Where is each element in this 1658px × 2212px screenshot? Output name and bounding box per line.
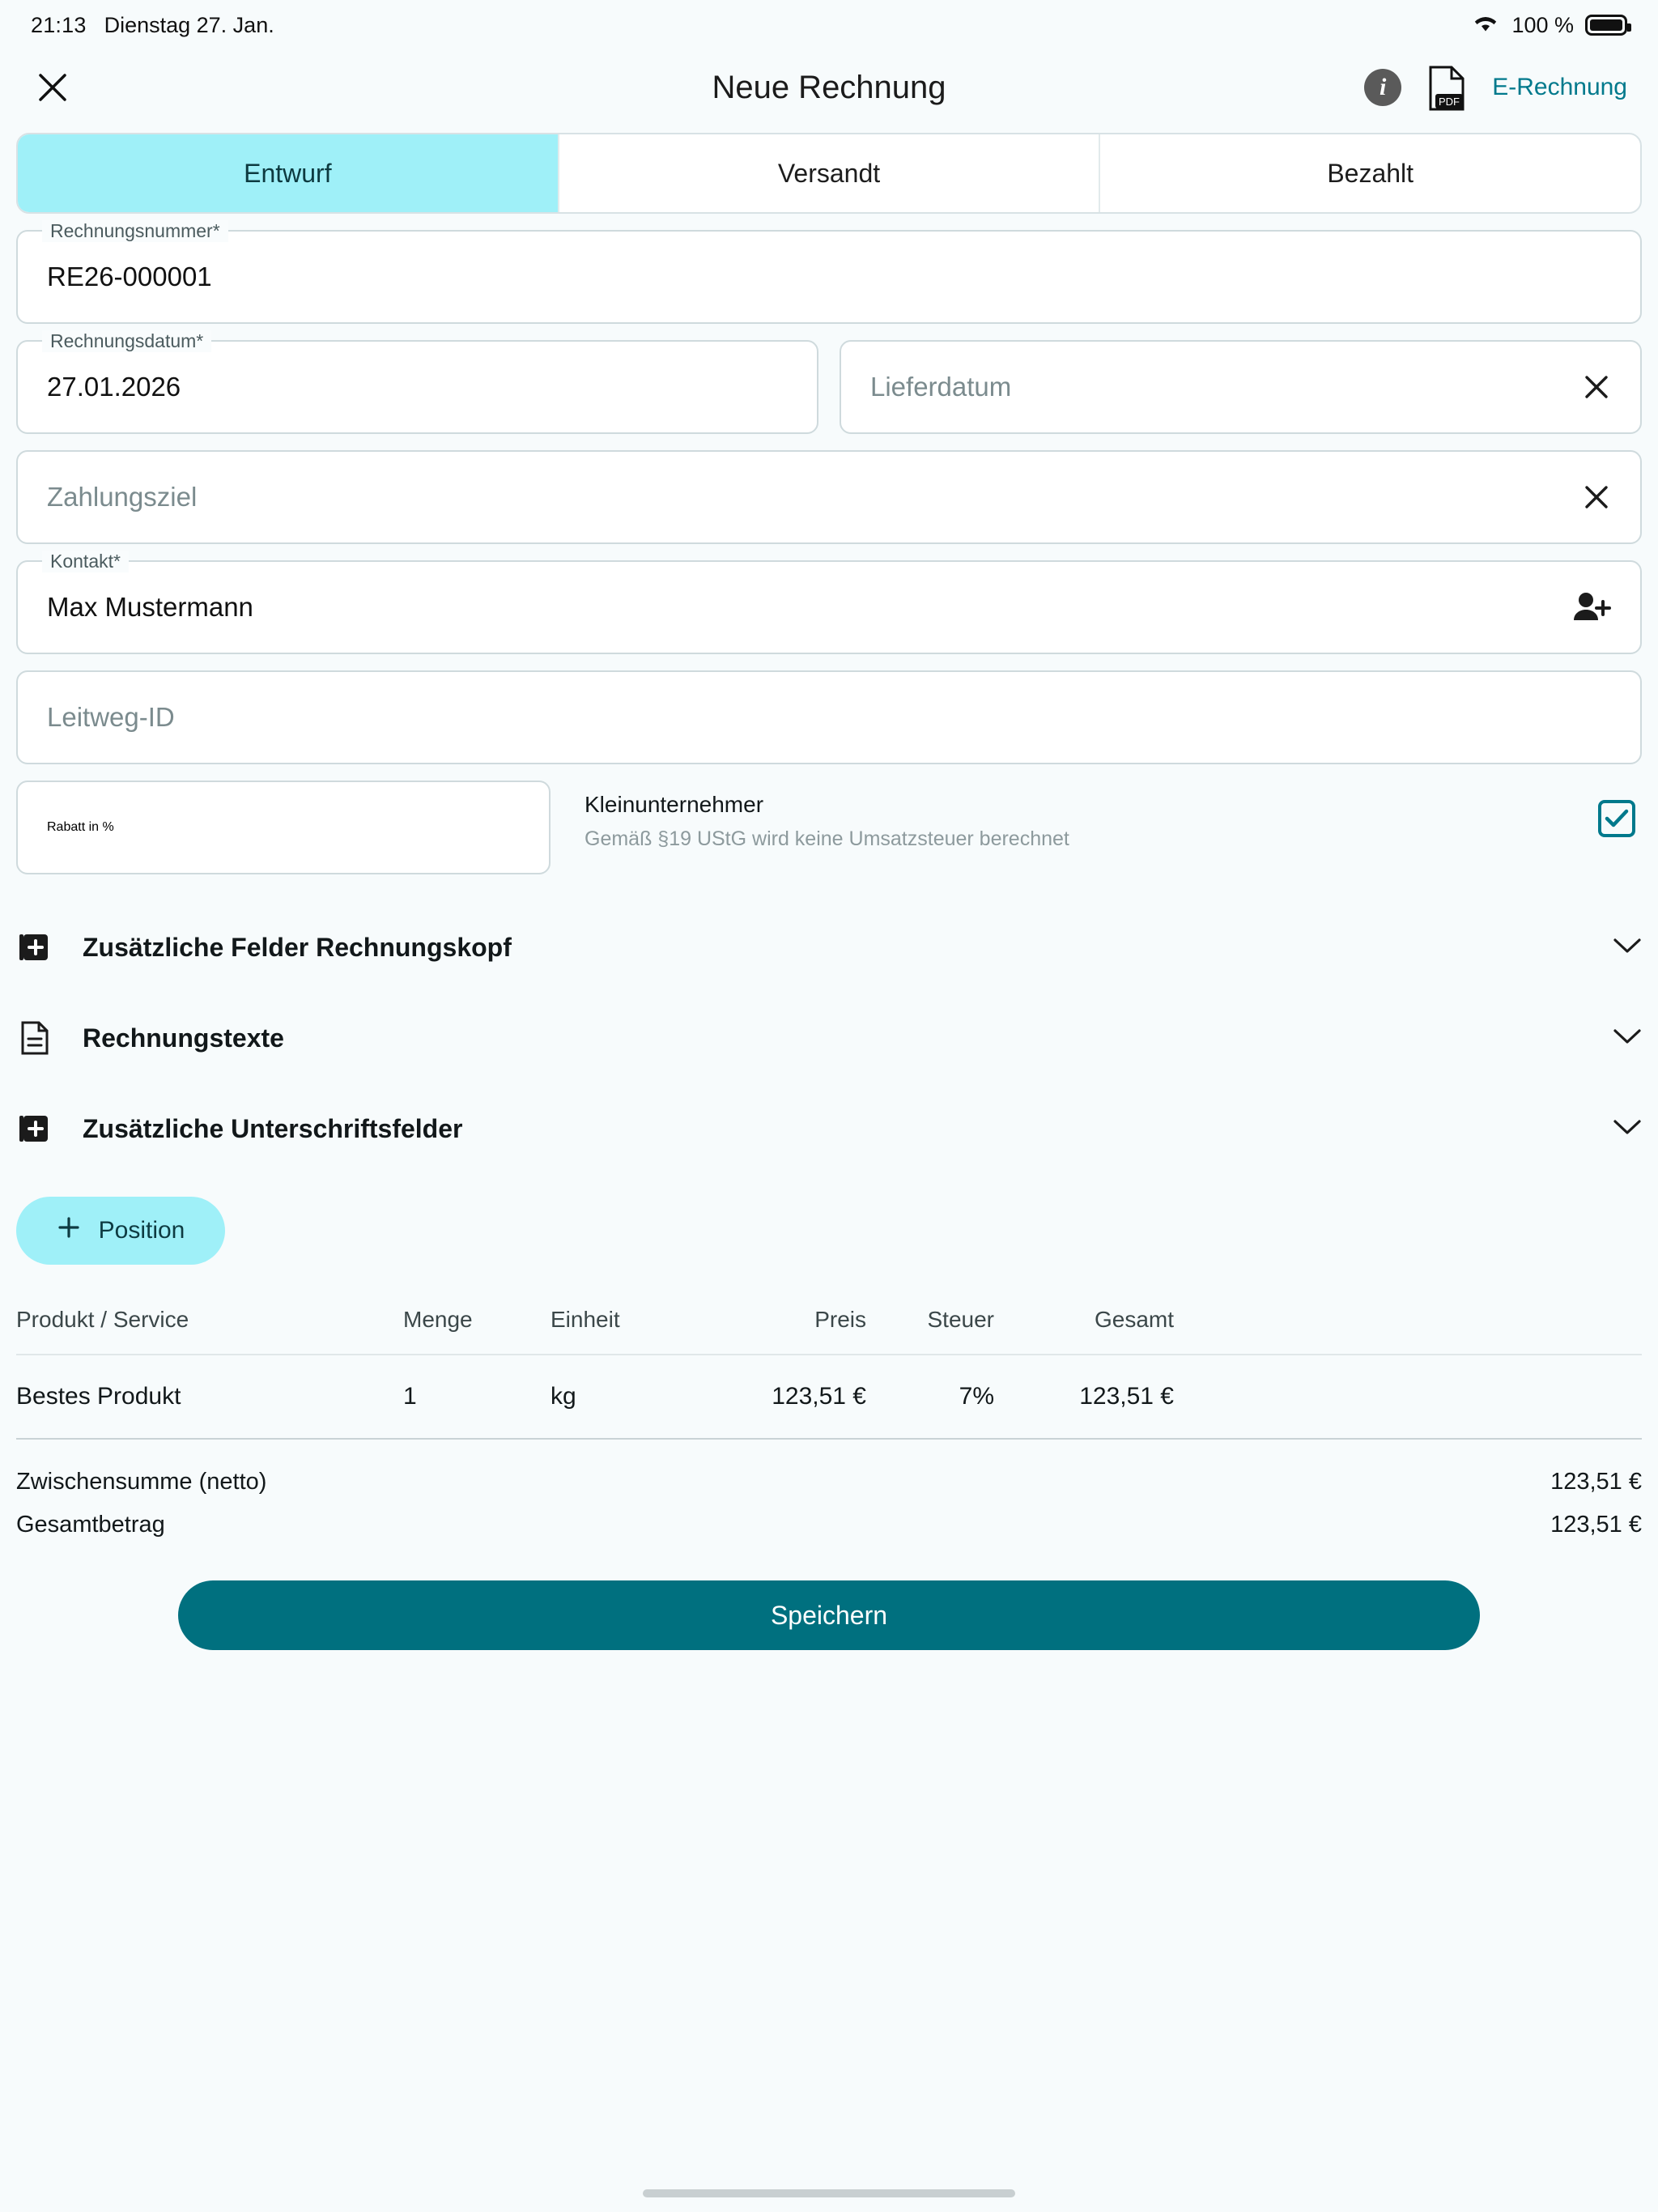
date-row (16, 324, 1642, 434)
status-date: Dienstag 27. Jan. (104, 12, 274, 37)
clear-icon[interactable] (1582, 483, 1611, 512)
column-header-tax: Steuer (927, 1307, 994, 1332)
total-grand (16, 1504, 1642, 1546)
chevron-down-icon[interactable] (1613, 1118, 1642, 1140)
payment-term-placeholder: Zahlungsziel (47, 482, 198, 512)
discount-field[interactable] (16, 781, 551, 874)
delivery-date-placeholder: Lieferdatum (870, 372, 1012, 402)
navigation-bar (0, 50, 1658, 125)
add-position-label: Position (98, 1217, 185, 1244)
items-table (16, 1307, 1642, 1438)
invoice-date-field[interactable] (16, 330, 818, 434)
add-box-icon (16, 931, 53, 963)
section-rechnungstexte[interactable] (16, 993, 1642, 1083)
total-subtotal-value: 123,51 € (1550, 1469, 1642, 1495)
save-button[interactable]: Speichern (178, 1580, 1480, 1650)
small-business-checkbox[interactable] (1598, 800, 1635, 837)
invoice-number-label: Rechnungsnummer* (42, 220, 228, 242)
page-title: Neue Rechnung (712, 69, 946, 105)
invoice-date-value: 27.01.2026 (47, 372, 181, 402)
total-grand-label: Gesamtbetrag (16, 1512, 165, 1538)
leitweg-id-placeholder: Leitweg-ID (47, 702, 175, 732)
section-label: Rechnungstexte (83, 1023, 284, 1053)
invoice-form (0, 220, 1658, 874)
column-header-quantity: Menge (403, 1307, 473, 1332)
battery-icon (1585, 15, 1627, 36)
chevron-down-icon[interactable] (1613, 937, 1642, 959)
add-contact-icon[interactable] (1572, 590, 1611, 624)
column-header-unit: Einheit (551, 1307, 620, 1332)
section-zusaetzliche-felder-rechnungskopf[interactable] (16, 902, 1642, 993)
column-header-price: Preis (814, 1307, 866, 1332)
battery-percent: 100 % (1511, 12, 1574, 37)
chevron-down-icon[interactable] (1613, 1027, 1642, 1049)
info-icon[interactable]: i (1364, 69, 1401, 106)
plus-icon (57, 1215, 81, 1246)
table-row[interactable] (16, 1354, 1642, 1438)
tab-versandt[interactable]: Versandt (559, 134, 1101, 212)
section-label: Zusätzliche Unterschriftsfelder (83, 1113, 463, 1143)
svg-text:PDF: PDF (1439, 96, 1460, 108)
table-header (16, 1307, 1642, 1354)
nav-actions (1364, 65, 1627, 110)
section-zusaetzliche-unterschriftsfelder[interactable] (16, 1083, 1642, 1174)
close-icon[interactable] (31, 66, 74, 109)
small-business-title: Kleinunternehmer (585, 792, 764, 817)
add-box-icon (16, 1112, 53, 1145)
total-subtotal-label: Zwischensumme (netto) (16, 1469, 267, 1495)
cell-tax: 7% (959, 1383, 994, 1410)
delivery-date-field[interactable] (840, 340, 1642, 434)
cell-product: Bestes Produkt (16, 1383, 181, 1410)
wifi-icon (1471, 11, 1500, 40)
total-subtotal (16, 1461, 1642, 1504)
total-grand-value: 123,51 € (1550, 1512, 1642, 1538)
home-indicator (643, 2189, 1015, 2197)
tab-bezahlt[interactable]: Bezahlt (1327, 158, 1414, 188)
invoice-number-value: RE26-000001 (47, 262, 212, 291)
pdf-icon[interactable] (1427, 65, 1466, 110)
cell-unit: kg (551, 1383, 576, 1410)
column-header-product: Produkt / Service (16, 1307, 189, 1332)
small-business-block (570, 781, 1642, 851)
section-label: Zusätzliche Felder Rechnungskopf (83, 932, 512, 962)
tab-entwurf[interactable]: Entwurf (18, 134, 559, 212)
accordion-sections (0, 902, 1658, 1174)
invoice-number-field[interactable] (16, 220, 1642, 324)
invoice-date-label: Rechnungsdatum* (42, 330, 211, 352)
leitweg-id-field[interactable] (16, 670, 1642, 764)
discount-row (16, 781, 1642, 874)
contact-label: Kontakt* (42, 551, 129, 572)
document-icon (16, 1021, 53, 1055)
cell-quantity: 1 (403, 1383, 417, 1410)
discount-placeholder: Rabatt in % (47, 820, 114, 834)
status-tabs (16, 133, 1642, 214)
cell-price: 123,51 € (772, 1383, 866, 1410)
clear-icon[interactable] (1582, 372, 1611, 402)
contact-value: Max Mustermann (47, 592, 253, 622)
status-time: 21:13 (31, 12, 87, 37)
contact-field[interactable] (16, 551, 1642, 654)
small-business-subtitle: Gemäß §19 UStG wird keine Umsatzsteuer berechnet (585, 827, 1069, 850)
cell-total: 123,51 € (1079, 1383, 1174, 1410)
add-position-button[interactable] (16, 1197, 225, 1265)
erechnung-link[interactable]: E-Rechnung (1492, 74, 1627, 100)
column-header-total: Gesamt (1094, 1307, 1174, 1332)
status-bar (0, 0, 1658, 50)
payment-term-field[interactable] (16, 450, 1642, 544)
totals-block (16, 1438, 1642, 1546)
